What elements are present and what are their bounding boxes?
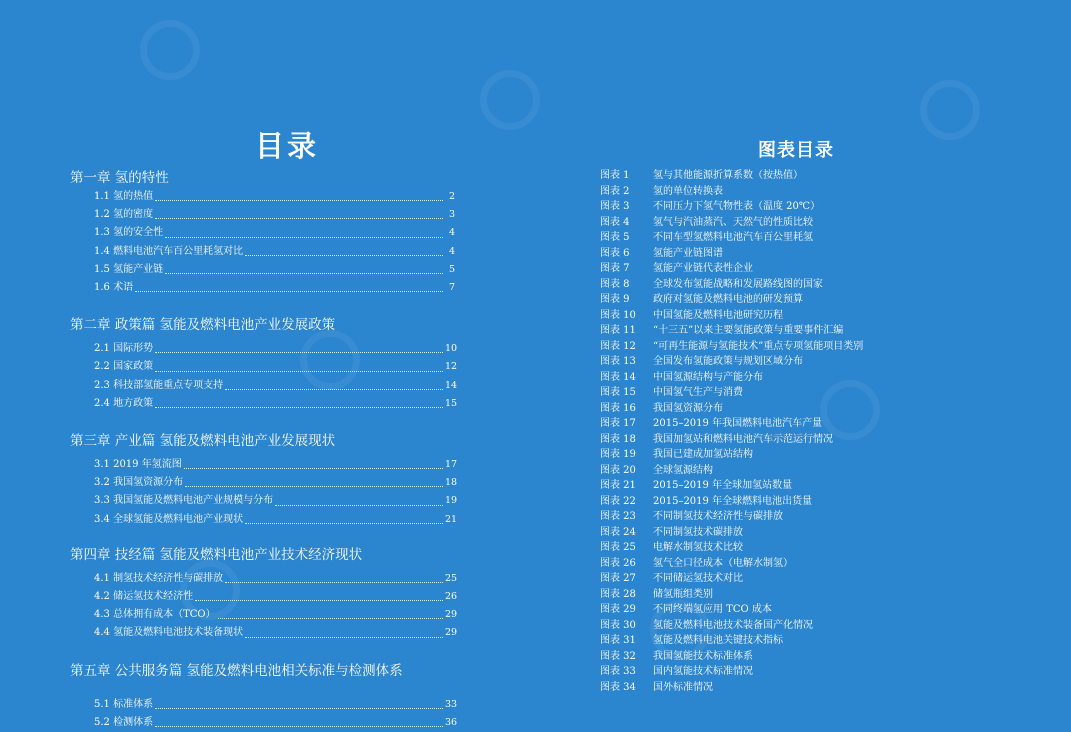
- chapter-title[interactable]: 第五章 公共服务篇 氢能及燃料电池相关标准与检测体系: [70, 662, 403, 679]
- figure-number: 图表 1: [600, 170, 630, 181]
- figure-number: 图表 26: [600, 557, 636, 569]
- dot-leader: [218, 618, 443, 619]
- dot-leader: [165, 273, 443, 274]
- watermark-mark: [920, 80, 980, 140]
- toc-entry[interactable]: [70, 456, 458, 474]
- toc-entry-page: 18: [445, 477, 458, 489]
- figure-name: 中国氢源结构与产能分布: [653, 371, 763, 383]
- figure-entry[interactable]: [600, 525, 900, 541]
- toc-entry[interactable]: [70, 224, 455, 242]
- figure-entry[interactable]: [600, 602, 900, 618]
- figure-number: 图表 31: [600, 635, 636, 646]
- toc-entry-label: 5.2 检测体系: [94, 716, 154, 728]
- figure-name: 不同制氢技术经济性与碳排放: [653, 511, 783, 522]
- toc-entry[interactable]: [70, 624, 458, 642]
- figure-name: 不同终端氢应用 TCO 成本: [653, 604, 772, 615]
- figure-entry[interactable]: [600, 215, 900, 231]
- figure-entry[interactable]: [600, 447, 900, 463]
- toc-entry[interactable]: [70, 511, 458, 529]
- figure-name: 氢气与汽油蒸汽、天然气的性质比较: [653, 216, 813, 228]
- toc-entry-page: 14: [445, 379, 458, 391]
- figure-entry[interactable]: [600, 571, 900, 587]
- chapter-title[interactable]: 第四章 技经篇 氢能及燃料电池产业技术经济现状: [70, 546, 363, 563]
- dot-leader: [195, 600, 443, 601]
- figure-name: 氢能及燃料电池技术装备国产化情况: [653, 619, 813, 631]
- toc-entry[interactable]: [70, 340, 458, 358]
- toc-entry-page: 36: [445, 716, 458, 728]
- toc-entry-label: 1.5 氢能产业链: [94, 263, 164, 275]
- chapter-section: [70, 661, 458, 732]
- figure-entry[interactable]: [600, 292, 900, 308]
- figure-entry[interactable]: [600, 168, 900, 184]
- figure-number: 图表 30: [600, 619, 636, 631]
- figure-name: 氢能及燃料电池关键技术指标: [653, 635, 783, 646]
- watermark-mark: [140, 20, 200, 80]
- figure-list: [600, 168, 900, 695]
- figure-number: 图表 33: [600, 666, 636, 677]
- figure-entry[interactable]: [600, 432, 900, 448]
- toc-entry-page: 10: [445, 343, 458, 355]
- toc-entry-label: 3.1 2019 年氢流图: [94, 459, 182, 471]
- toc-entry-page: 19: [445, 495, 458, 507]
- chapter-title[interactable]: 第二章 政策篇 氢能及燃料电池产业发展政策: [70, 317, 336, 334]
- figure-number: 图表 22: [600, 495, 636, 507]
- figure-number: 图表 4: [600, 216, 630, 228]
- figure-name: 储氢瓶组类别: [653, 588, 713, 600]
- toc-entry-label: 1.2 氢的密度: [94, 209, 154, 221]
- figure-number: 图表 3: [600, 201, 630, 212]
- toc-entry-page: 15: [445, 397, 458, 409]
- toc-entry-page: 4: [448, 227, 455, 239]
- figure-name: 全球氢源结构: [653, 464, 713, 476]
- toc-entry-label: 4.4 氢能及燃料电池技术装备现状: [94, 627, 244, 639]
- figure-entry[interactable]: [600, 587, 900, 603]
- figure-name: 中国氢能及燃料电池研究历程: [653, 309, 783, 321]
- toc-entry[interactable]: [70, 570, 458, 588]
- figure-entry[interactable]: [600, 323, 900, 339]
- figure-number: 图表 25: [600, 542, 636, 553]
- toc-entry[interactable]: [70, 243, 455, 261]
- toc-entry-page: 29: [445, 627, 458, 639]
- chapter-section: [70, 431, 458, 529]
- figure-name: 不同压力下氢气物性表（温度 20℃）: [653, 201, 821, 212]
- figure-name: 氢的单位转换表: [653, 185, 723, 197]
- toc-entry-label: 1.4 燃料电池汽车百公里耗氢对比: [94, 245, 244, 257]
- toc-entry[interactable]: [70, 696, 458, 714]
- dot-leader: [165, 237, 443, 238]
- toc-entry-page: 29: [445, 609, 458, 621]
- toc-entry-page: 2: [448, 191, 455, 202]
- dot-leader: [245, 637, 443, 638]
- toc-entry[interactable]: [70, 261, 455, 279]
- figure-number: 图表 27: [600, 573, 636, 584]
- dot-leader: [155, 218, 443, 219]
- toc-entry[interactable]: [70, 395, 458, 413]
- figure-entry[interactable]: [600, 246, 900, 262]
- figure-name: 氢与其他能源折算系数（按热值）: [653, 170, 803, 181]
- toc-entry-page: 3: [448, 209, 455, 221]
- figure-number: 图表 15: [600, 387, 636, 398]
- dot-leader: [245, 523, 443, 524]
- figure-name: 我国已建成加氢站结构: [653, 449, 753, 460]
- figure-entry[interactable]: [600, 354, 900, 370]
- figure-entry[interactable]: [600, 556, 900, 572]
- dot-leader: [135, 291, 443, 292]
- figure-name: 不同储运氢技术对比: [653, 573, 743, 584]
- chapter-title[interactable]: 第一章 氢的特性: [70, 170, 169, 186]
- figure-name: 氢能产业链图谱: [653, 247, 723, 259]
- figure-entry[interactable]: [600, 370, 900, 386]
- chapter-section: [70, 315, 458, 413]
- dot-leader: [155, 726, 443, 727]
- dot-leader: [155, 352, 443, 353]
- figure-name: 我国氢资源分布: [653, 402, 723, 414]
- figure-entry[interactable]: [600, 509, 900, 525]
- dot-leader: [155, 407, 443, 408]
- figure-number: 图表 18: [600, 433, 636, 445]
- figure-number: 图表 17: [600, 418, 636, 429]
- dot-leader: [245, 255, 443, 256]
- figure-name: 不同车型氢燃料电池汽车百公里耗氢: [653, 232, 813, 243]
- toc-entry-page: 33: [445, 698, 458, 710]
- dot-leader: [155, 708, 443, 709]
- figure-number: 图表 2: [600, 185, 630, 197]
- toc-entry-label: 2.1 国际形势: [94, 343, 154, 355]
- figure-name: 2015–2019 年全球燃料电池出货量: [653, 495, 813, 507]
- chapter-section: [70, 545, 458, 643]
- figure-entry[interactable]: [600, 633, 900, 649]
- figure-name: 国内氢能技术标准情况: [653, 666, 753, 677]
- toc-entry-label: 3.2 我国氢资源分布: [94, 477, 184, 489]
- figure-number: 图表 6: [600, 247, 630, 259]
- figure-name: 氢气全口径成本（电解水制氢）: [653, 557, 793, 569]
- figure-entry[interactable]: [600, 385, 900, 401]
- figure-entry[interactable]: [600, 308, 900, 324]
- toc-entry[interactable]: [70, 474, 458, 492]
- figure-number: 图表 14: [600, 371, 636, 383]
- figure-name: “可再生能源与氢能技术”重点专项氢能项目类别: [653, 340, 864, 352]
- figure-number: 图表 12: [600, 340, 636, 352]
- toc-entry-page: 7: [448, 282, 455, 294]
- toc-entry[interactable]: [70, 206, 455, 224]
- toc-entry-label: 4.1 制氢技术经济性与碳排放: [94, 572, 224, 584]
- toc-entry-page: 5: [448, 263, 455, 275]
- toc-entry-page: 25: [445, 572, 458, 584]
- figure-number: 图表 32: [600, 650, 636, 662]
- figure-entry[interactable]: [600, 277, 900, 293]
- toc-title: 目录: [255, 129, 320, 163]
- figures-title: 图表目录: [758, 140, 834, 161]
- toc-entry-page: 26: [445, 591, 458, 603]
- figure-number: 图表 10: [600, 309, 636, 321]
- figure-name: 2015–2019 年全球加氢站数量: [653, 480, 793, 491]
- toc-entry-page: 21: [445, 513, 458, 525]
- toc-entry[interactable]: [70, 279, 455, 297]
- figure-name: 我国加氢站和燃料电池汽车示范运行情况: [653, 433, 833, 445]
- figure-entry[interactable]: [600, 339, 900, 355]
- figure-entry[interactable]: [600, 680, 900, 696]
- figure-number: 图表 20: [600, 464, 636, 476]
- figure-number: 图表 29: [600, 604, 636, 615]
- dot-leader: [184, 468, 443, 469]
- figure-name: “十三五”以来主要氢能政策与重要事件汇编: [653, 325, 844, 336]
- figure-number: 图表 24: [600, 526, 636, 538]
- toc-entry-label: 2.4 地方政策: [94, 397, 154, 409]
- figure-entry[interactable]: [600, 401, 900, 417]
- toc-entry-page: 4: [448, 245, 455, 257]
- figure-name: 全国发布氢能政策与规划区域分布: [653, 356, 803, 367]
- figure-number: 图表 34: [600, 681, 636, 693]
- toc-entry-label: 4.2 储运氢技术经济性: [94, 591, 194, 603]
- toc-entry[interactable]: [70, 588, 458, 606]
- toc-entry[interactable]: [70, 714, 458, 732]
- toc-entry-label: 1.1 氢的热值: [94, 191, 154, 202]
- figure-number: 图表 13: [600, 356, 636, 367]
- chapter-title[interactable]: 第三章 产业篇 氢能及燃料电池产业发展现状: [70, 433, 336, 450]
- figure-name: 2015–2019 年我国燃料电池汽车产量: [653, 418, 823, 429]
- toc-entry-label: 1.6 术语: [94, 282, 134, 294]
- toc-entry[interactable]: [70, 492, 458, 510]
- table-of-contents: [70, 168, 458, 732]
- toc-entry-label: 4.3 总体拥有成本（TCO）: [94, 609, 216, 621]
- dot-leader: [225, 389, 443, 390]
- figure-entry[interactable]: [600, 540, 900, 556]
- figure-name: 中国氢气生产与消费: [653, 387, 743, 398]
- figure-entry[interactable]: [600, 261, 900, 277]
- figure-name: 我国氢能技术标准体系: [653, 650, 753, 662]
- dot-leader: [155, 200, 443, 201]
- toc-entry-label: 2.2 国家政策: [94, 361, 154, 373]
- figure-number: 图表 11: [600, 325, 636, 336]
- toc-entry-label: 5.1 标准体系: [94, 698, 154, 710]
- figure-name: 国外标准情况: [653, 681, 713, 693]
- toc-entry[interactable]: [70, 358, 458, 376]
- figure-entry[interactable]: [600, 478, 900, 494]
- toc-entry-label: 1.3 氢的安全性: [94, 227, 164, 239]
- figure-entry[interactable]: [600, 416, 900, 432]
- figure-entry[interactable]: [600, 664, 900, 680]
- dot-leader: [275, 505, 443, 506]
- chapter-section: [70, 168, 455, 297]
- toc-entry-label: 3.3 我国氢能及燃料电池产业规模与分布: [94, 495, 274, 507]
- dot-leader: [155, 371, 443, 372]
- figure-number: 图表 28: [600, 588, 636, 600]
- dot-leader: [225, 582, 443, 583]
- figure-entry[interactable]: [600, 618, 900, 634]
- toc-entry[interactable]: [70, 606, 458, 624]
- figure-entry[interactable]: [600, 494, 900, 510]
- figure-name: 氢能产业链代表性企业: [653, 263, 753, 274]
- figure-number: 图表 21: [600, 480, 636, 491]
- figure-entry[interactable]: [600, 649, 900, 665]
- figure-number: 图表 19: [600, 449, 636, 460]
- toc-entry[interactable]: [70, 188, 455, 206]
- figure-name: 不同制氢技术碳排放: [653, 526, 743, 538]
- figure-entry[interactable]: [600, 199, 900, 215]
- watermark-mark: [480, 70, 540, 130]
- figure-entry[interactable]: [600, 184, 900, 200]
- figure-name: 电解水制氢技术比较: [653, 542, 743, 553]
- toc-entry-label: 3.4 全球氢能及燃料电池产业现状: [94, 513, 244, 525]
- figure-number: 图表 9: [600, 294, 630, 305]
- figure-name: 全球发布氢能战略和发展路线图的国家: [653, 278, 823, 290]
- figure-entry[interactable]: [600, 463, 900, 479]
- toc-entry-label: 2.3 科技部氢能重点专项支持: [94, 379, 224, 391]
- toc-entry-page: 17: [445, 459, 458, 471]
- figure-number: 图表 8: [600, 278, 630, 290]
- figure-number: 图表 7: [600, 263, 630, 274]
- figure-number: 图表 5: [600, 232, 630, 243]
- toc-entry[interactable]: [70, 377, 458, 395]
- figure-number: 图表 16: [600, 402, 636, 414]
- figure-number: 图表 23: [600, 511, 636, 522]
- figure-name: 政府对氢能及燃料电池的研发预算: [653, 294, 803, 305]
- toc-entry-page: 12: [445, 361, 458, 373]
- dot-leader: [185, 486, 443, 487]
- figure-entry[interactable]: [600, 230, 900, 246]
